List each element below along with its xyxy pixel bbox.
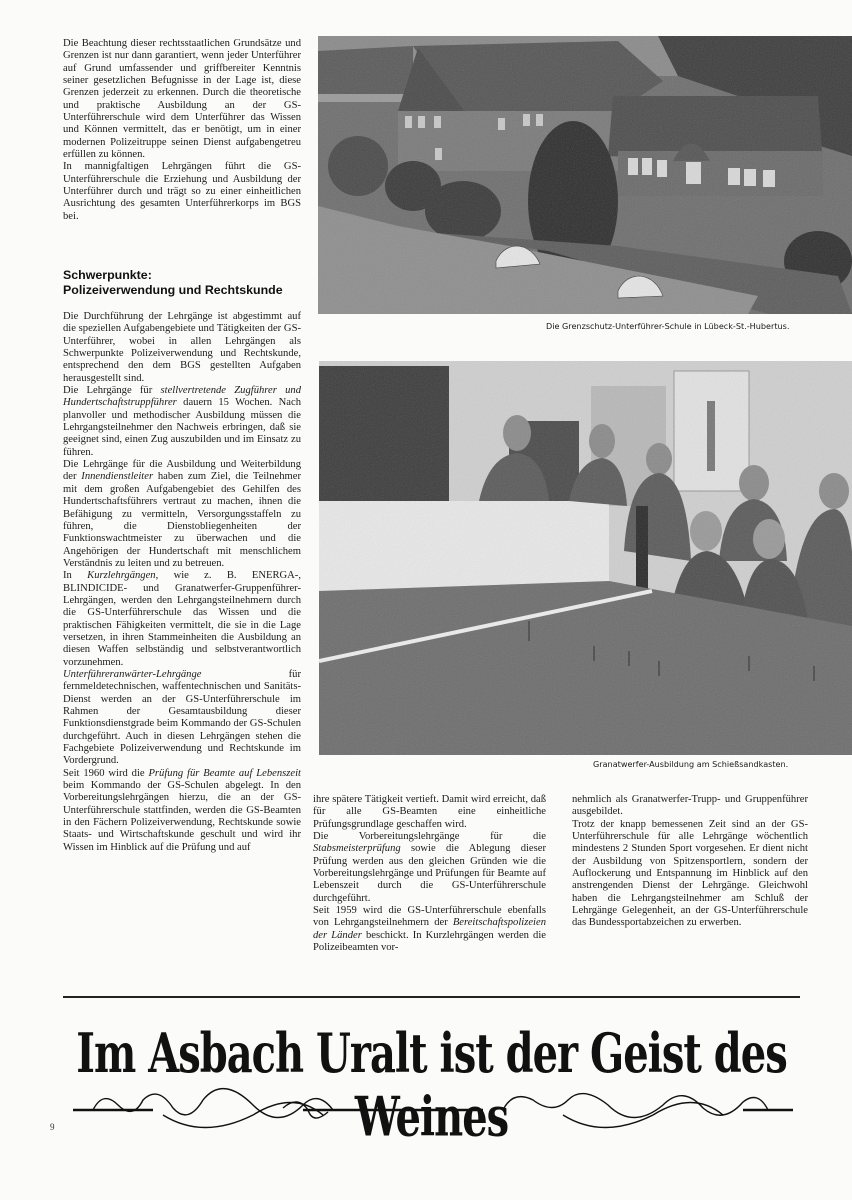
section-heading-line1: Schwerpunkte: [63, 268, 152, 282]
school-building-image [318, 36, 852, 314]
emphasis: Stabsmeisterprüfung [313, 843, 401, 855]
advertisement-slogan: Im Asbach Uralt ist der Geist des Weines [76, 1022, 787, 1149]
school-photo-caption: Die Grenzschutz-Unterführer-Schule in Lübeck-St.-Hubertus. [546, 321, 790, 331]
body-paragraph: Seit 1959 wird die GS-Unterführerschule ebenfalls von Lehrgangsteilnehmern der Bereitschaftspolizeien der Länder beschickt. In Kurzlehrgängen werden die Polizeibeamten vor- [313, 905, 546, 954]
mortar-training-photo [319, 361, 852, 755]
body-paragraph: Die Lehrgänge für die Ausbildung und Weiterbildung der Innendienstleiter haben zum Ziel, die Teilnehmer mit dem großen Aufgabengebiet des Gehilfen des Hundertschaftsführers vertraut zu machen, ihnen die Befähigung zu vermitteln, Versorgungsstaffeln zu führen, die Dienstobliegenheiten der Funktionswachtmeister zu überwachen und die Angehörigen der Hundertschaft mit menschlichem Verständnis zu leiten und zu betreuen. [63, 459, 301, 569]
section-heading-line2: Polizeiverwendung und Rechtskunde [63, 282, 283, 297]
advertisement-divider [63, 996, 800, 998]
emphasis: Unterführeranwärter-Lehrgänge [63, 668, 202, 680]
sandbox-photo-caption: Granatwerfer-Ausbildung am Schießsandkasten. [593, 759, 789, 769]
body-paragraph: Seit 1960 wird die Prüfung für Beamte auf Lebenszeit beim Kommando der GS-Schulen abgelegt. In den Vorbereitungslehrgängen hierzu, die an der GS-Unterführerschule stattfinden, werden die GS-Beamten in den Fächern Polizeiverwendung, Rechtskunde sowie Staats- und Wirtschaftskunde geschult und wird ihr Wissen im Hinblick auf die Prüfung und auf [63, 767, 301, 853]
asbach-advertisement [63, 1010, 800, 1149]
body-paragraph: Die Lehrgänge für stellvertretende Zugführer und Hundertschaftstruppführer dauern 15 Wochen. Nach planvoller und methodischer Ausbildung müssen die Lehrgangsteilnehmer den Nachweis erbringen, daß sie geeignet sind, einen Zug auszubilden und im Einsatz zu führen. [63, 385, 301, 458]
body-paragraph: Die Vorbereitungslehrgänge für die Stabsmeisterprüfung sowie die Ablegung dieser Prüfung werden aus den gleichen Gründen wie die Vorbereitungslehrgänge und Prüfungen für Beamte auf Lebenszeit durch die GS-Unterführerschule durchgeführt. [313, 831, 546, 904]
emphasis: Prüfung für Beamte auf Lebenszeit [148, 767, 301, 779]
emphasis: Innendienstleiter [81, 471, 154, 483]
body-paragraph: Trotz der knapp bemessenen Zeit sind an der GS-Unterführerschule für alle Lehrgänge wöchentlich mindestens 2 Stunden Sport vorgesehen. Er dient nicht der Ausbildung von Spitzensportlern, sondern der Auflockerung und Entspannung im Hinblick auf den anstrengenden Dienst der Lehrgänge. Gleichwohl haben die Lehrgangsteilnehmer am Schluß der Lehrgänge Gelegenheit, an der GS-Unterführerschule das Bundessportabzeichen zu erwerben. [572, 818, 808, 929]
page-number: 9 [50, 1122, 55, 1132]
section-heading [63, 268, 313, 297]
emphasis: Bereitschaftspolizeien der Länder [313, 917, 546, 941]
calligraphic-flourish-icon [63, 1070, 800, 1130]
body-paragraph: nehmlich als Granatwerfer-Trupp- und Gruppenführer ausgebildet. [572, 794, 808, 818]
school-building-photo [318, 36, 852, 314]
body-paragraph: Unterführeranwärter-Lehrgänge für fernmeldetechnischen, waffentechnischen und Sanitäts-Dienst werden an der GS-Unterführerschule im Rahmen der Gesamtausbildung dieser Funktionsdienstgrade beim Kommando der GS-Schulen durchgeführt. Auch in diesen Lehrgängen stehen die Fachgebiete Polizeiverwendung und Rechtskunde im Vordergrund. [63, 668, 301, 767]
emphasis: stellvertretende Zugführer und Hundertschaftstruppführer [63, 385, 301, 409]
body-text-left-column [63, 311, 301, 854]
emphasis: Kurzlehrgängen [87, 570, 156, 582]
intro-paragraph: Die Beachtung dieser rechtsstaatlichen Grundsätze und Grenzen ist nur dann garantiert, wenn jeder Unterführer auf Grund umfassender und griffbereiter Kenntnis seiner gesetzlichen Befugnisse in der Lage ist, diese Grenzen jederzeit zu erkennen. Durch die theoretische und praktische Ausbildung an der GS-Unterführerschule wird dem Unterführer das Wissen und Können vermittelt, das er benötigt, um in einer modernen Polizeitruppe seinen Dienst aufgabengetreu erfüllen zu können. [63, 38, 301, 161]
body-paragraph: ihre spätere Tätigkeit vertieft. Damit wird erreicht, daß für alle GS-Beamten eine einheitliche Prüfungsgrundlage geschaffen wird. [313, 794, 546, 830]
body-paragraph: In Kurzlehrgängen, wie z. B. ENERGA-, BLINDICIDE- und Granatwerfer-Gruppenführer-Lehrgängen, werden den Lehrgangsteilnehmern durch die GS-Unterführerschule das Wissen und die praktischen Fähigkeiten vermittelt, die sie in die Lage versetzen, in ihren Stammeinheiten die Ausbildung an diesen Waffen selbständig und selbstverantwortlich vorzunehmen. [63, 570, 301, 668]
body-paragraph: Die Durchführung der Lehrgänge ist abgestimmt auf die speziellen Aufgabengebiete und Tätigkeiten der GS-Unterführer, wobei in allen Lehrgängen als Schwerpunkte Polizeiverwendung und Rechtskunde, entsprechend den dem BGS gestellten Aufgaben herausgestellt sind. [63, 311, 301, 384]
intro-paragraph: In mannigfaltigen Lehrgängen führt die GS-Unterführerschule die Erziehung und Ausbildung der Unterführer durch und trägt so zu einer einheitlichen Ausrichtung des gesamten Unterführerkorps im BGS bei. [63, 161, 301, 222]
body-text-right-column [572, 794, 808, 930]
mortar-training-image [319, 361, 852, 755]
body-text-middle-column [313, 794, 546, 954]
intro-text-block [63, 38, 301, 223]
